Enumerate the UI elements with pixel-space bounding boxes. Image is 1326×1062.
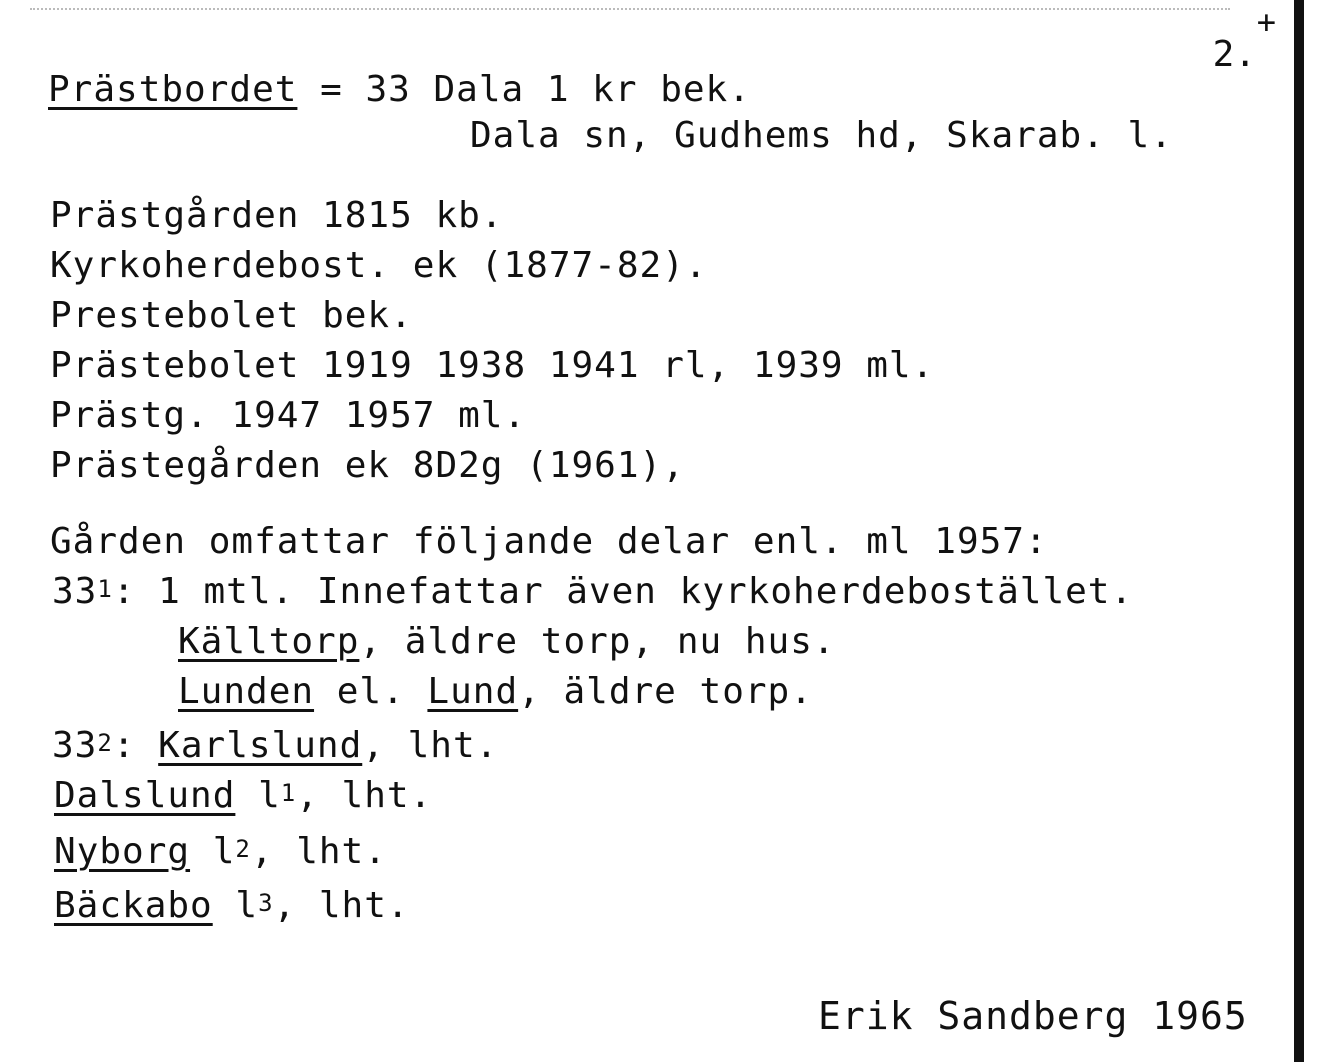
signature: Erik Sandberg 1965 (818, 994, 1248, 1038)
lot-sup: 2 (235, 835, 251, 863)
place-desc: , lht. (250, 831, 387, 872)
place-name: Lund (427, 671, 519, 712)
lot-prefix: l (235, 775, 281, 816)
sub-line-kalltorp (178, 622, 836, 662)
history-line: Prästg. 1947 1957 ml. (50, 395, 527, 436)
place-name: Lunden (178, 671, 315, 712)
corner-mark: + (1256, 3, 1276, 41)
part-line-1 (52, 572, 1133, 615)
history-line: Prästegården ek 8D2g (1961), (50, 445, 685, 486)
part-sup: 2 (97, 729, 113, 757)
place-name: Nyborg (54, 831, 191, 872)
lot-sup: 1 (280, 779, 297, 807)
part-number: 33 (52, 725, 98, 766)
history-line: Kyrkoherdebost. ek (1877-82). (50, 245, 708, 286)
lot-prefix: l (212, 885, 259, 926)
intro-line: Gården omfattar följande delar enl. ml 1957: (50, 521, 1048, 562)
sub-line-lunden (178, 672, 813, 712)
place-desc: , lht. (296, 775, 433, 816)
entry-backabo (54, 886, 410, 929)
place-name: Källtorp (178, 621, 360, 662)
part-text: : 1 mtl. Innefattar även kyrkoherdebostället. (112, 571, 1134, 612)
part-line-2 (52, 726, 498, 769)
entry-dalslund (54, 776, 432, 819)
history-line: Prestebolet bek. (50, 295, 413, 336)
place-desc: , lht. (362, 725, 499, 766)
header-rest: = 33 Dala 1 kr bek. (297, 69, 751, 110)
lot-sup: 3 (258, 889, 274, 917)
place-name: Dalslund (54, 775, 236, 816)
part-sep: : (112, 725, 159, 766)
place-desc: , äldre torp, nu hus. (359, 621, 836, 662)
place-desc: , äldre torp. (518, 671, 813, 712)
part-sup: 1 (97, 575, 113, 603)
place-desc: , lht. (273, 885, 410, 926)
place-name: Prästbordet (48, 69, 298, 110)
top-edge-dots (30, 8, 1230, 12)
history-line: Prästgården 1815 kb. (50, 195, 504, 236)
place-name: Karlslund (158, 725, 363, 766)
page-number: 2. (1212, 34, 1256, 75)
place-sep: el. (314, 671, 428, 712)
header-line (48, 70, 751, 110)
entry-nyborg (54, 832, 387, 875)
part-number: 33 (52, 571, 98, 612)
history-line: Prästebolet 1919 1938 1941 rl, 1939 ml. (50, 345, 935, 386)
lot-prefix: l (190, 831, 236, 872)
place-name: Bäckabo (54, 885, 213, 926)
card-right-edge (1294, 0, 1304, 1062)
location-line: Dala sn, Gudhems hd, Skarab. l. (470, 115, 1173, 156)
